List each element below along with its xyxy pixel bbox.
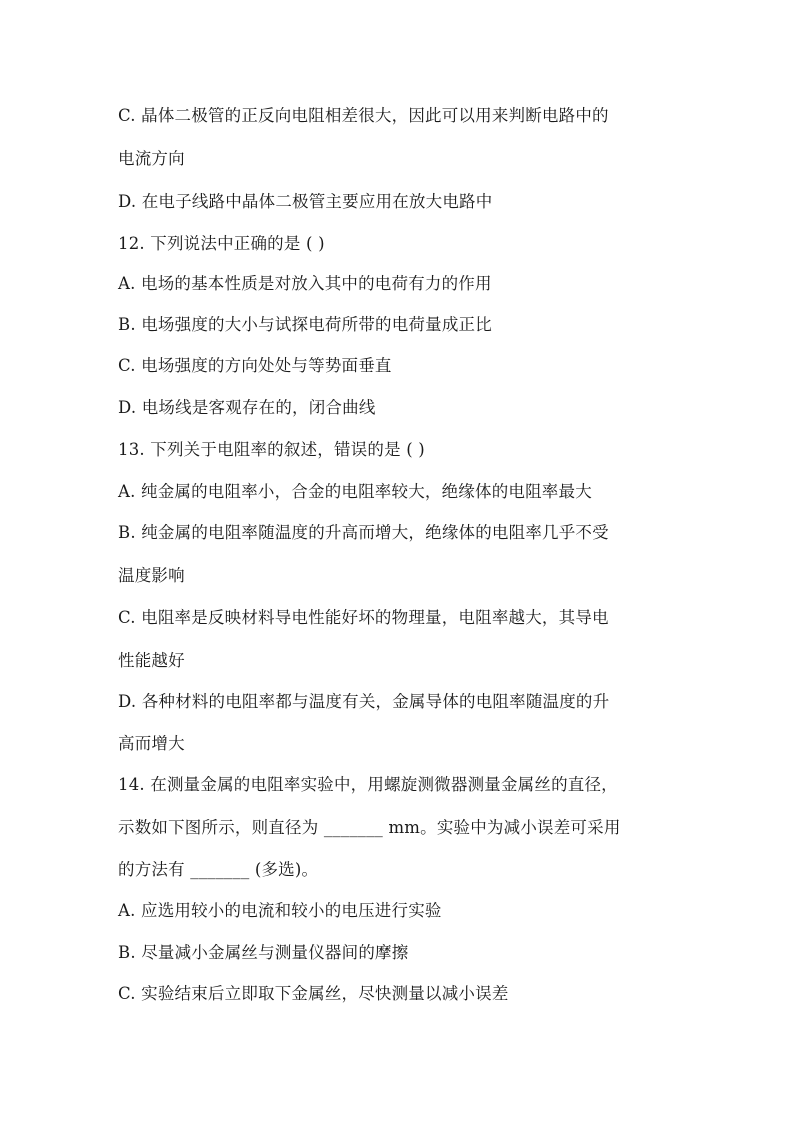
option-line: C. 电场强度的方向处处与等势面垂直 [118,356,392,375]
option-line: A. 应选用较小的电流和较小的电压进行实验 [118,901,442,920]
option-line: A. 纯金属的电阻率小，合金的电阻率较大，绝缘体的电阻率最大 [118,482,592,501]
option-line: D. 在电子线路中晶体二极管主要应用在放大电路中 [118,192,493,211]
option-line: D. 各种材料的电阻率都与温度有关，金属导体的电阻率随温度的升 [118,692,610,711]
option-line: C. 晶体二极管的正反向电阻相差很大，因此可以用来判断电路中的 [118,106,609,125]
continuation-line: 性能越好 [118,651,185,670]
question-line: 的方法有 _______ (多选)。 [118,860,319,879]
option-line: B. 纯金属的电阻率随温度的升高而增大，绝缘体的电阻率几乎不受 [118,523,609,542]
continuation-line: 温度影响 [118,566,185,585]
question-line: 14. 在测量金属的电阻率实验中，用螺旋测微器测量金属丝的直径， [118,775,618,794]
option-line: B. 电场强度的大小与试探电荷所带的电荷量成正比 [118,315,492,334]
option-line: C. 电阻率是反映材料导电性能好坏的物理量，电阻率越大，其导电 [118,608,609,627]
question-line: 12. 下列说法中正确的是 ( ) [118,234,325,253]
question-line: 示数如下图所示，则直径为 _______ mm。实验中为减小误差可采用 [118,818,621,837]
option-line: D. 电场线是客观存在的，闭合曲线 [118,398,376,417]
continuation-line: 高而增大 [118,734,185,753]
option-line: B. 尽量减小金属丝与测量仪器间的摩擦 [118,943,409,962]
option-line: A. 电场的基本性质是对放入其中的电荷有力的作用 [118,274,492,293]
option-line: C. 实验结束后立即取下金属丝，尽快测量以减小误差 [118,984,509,1003]
continuation-line: 电流方向 [118,149,185,168]
question-line: 13. 下列关于电阻率的叙述，错误的是 ( ) [118,440,425,459]
